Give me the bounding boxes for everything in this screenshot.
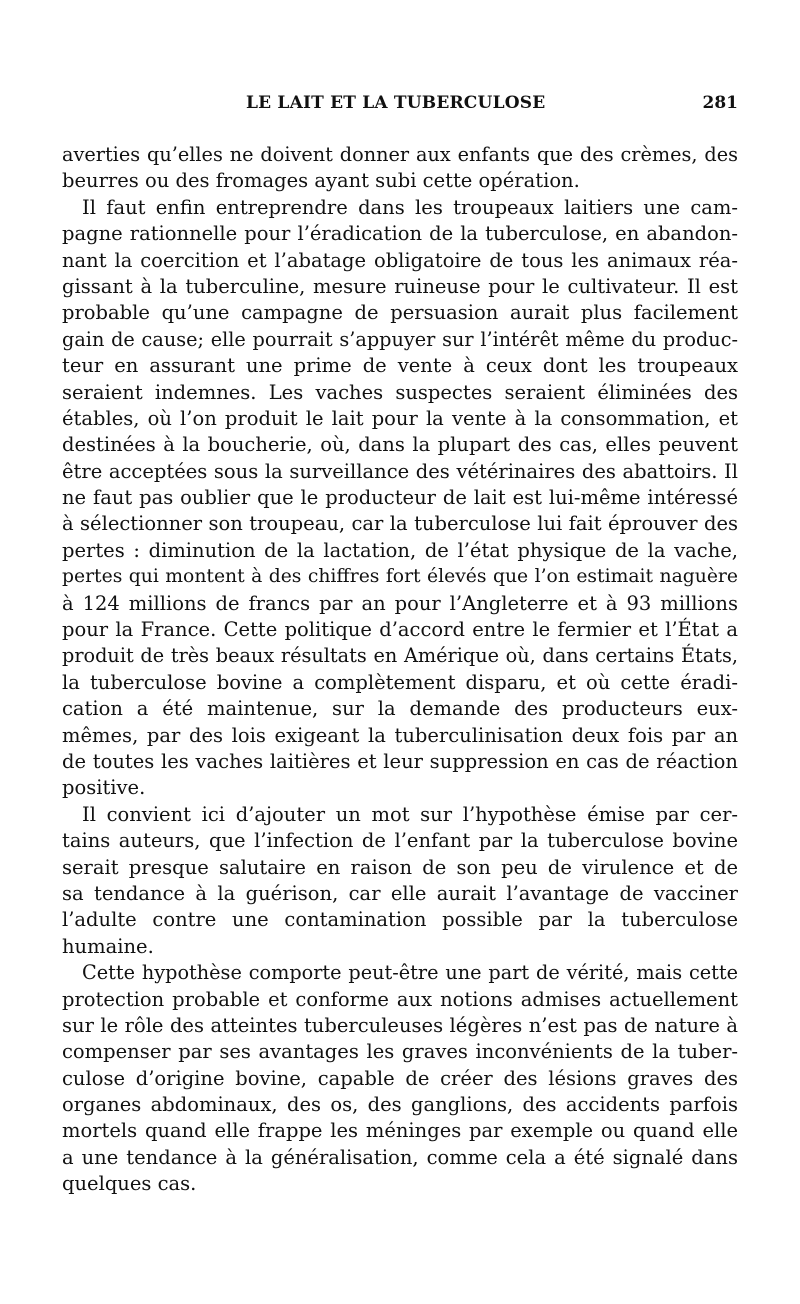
running-title: LE LAIT ET LA TUBERCULOSE: [246, 93, 546, 113]
text-line: pour la France. Cette politique d’accord entre le fermier et l’État a: [62, 618, 738, 642]
text-line: destinées à la boucherie, où, dans la plupart des cas, elles peuvent: [62, 433, 738, 457]
body-text: [62, 142, 738, 1198]
text-line: seraient indemnes. Les vaches suspectes seraient éliminées des: [62, 380, 738, 404]
text-line: produit de très beaux résultats en Amérique où, dans certains États,: [62, 644, 738, 668]
running-head: [62, 93, 738, 117]
text-line: être acceptées sous la surveillance des vétérinaires des abattoirs. Il: [62, 459, 738, 483]
text-line: pertes qui montent à des chiffres fort élevés que l’on estimait naguère: [62, 566, 738, 588]
text-line: teur en assurant une prime de vente à ceux dont les troupeaux: [62, 354, 738, 378]
text-line: serait presque salutaire en raison de son peu de virulence et de: [62, 855, 738, 879]
text-line: culose d’origine bovine, capable de créer des lésions graves des: [62, 1066, 738, 1090]
page-number: 281: [702, 93, 738, 113]
text-line: pagne rationnelle pour l’éradication de la tuberculose, en abandon-: [62, 222, 738, 246]
text-line: Cette hypothèse comporte peut-être une part de vérité, mais cette: [82, 961, 738, 985]
text-line: beurres ou des fromages ayant subi cette opération.: [62, 169, 580, 193]
text-line: pertes : diminution de la lactation, de l’état physique de la vache,: [62, 538, 738, 562]
text-line: averties qu’elles ne doivent donner aux enfants que des crèmes, des: [62, 143, 738, 166]
text-line: gain de cause; elle pourrait s’appuyer sur l’intérêt même du produc-: [62, 327, 738, 351]
text-line: a une tendance à la généralisation, comme cela a été signalé dans: [62, 1145, 738, 1169]
text-line: cation a été maintenue, sur la demande des producteurs eux-: [62, 697, 738, 721]
text-line: mortels quand elle frappe les méninges par exemple ou quand elle: [62, 1119, 738, 1143]
text-line: à sélectionner son troupeau, car la tuberculose lui fait éprouver des: [62, 512, 738, 536]
text-line: étables, où l’on produit le lait pour la vente à la consommation, et: [62, 406, 738, 430]
text-line: tains auteurs, que l’infection de l’enfant par la tuberculose bovine: [62, 829, 738, 853]
text-line: de toutes les vaches laitières et leur suppression en cas de réaction: [62, 749, 738, 773]
text-line: ne faut pas oublier que le producteur de lait est lui-même intéressé: [62, 486, 738, 510]
text-line: Il convient ici d’ajouter un mot sur l’hypothèse émise par cer-: [82, 802, 738, 826]
text-line: organes abdominaux, des os, des ganglions, des accidents parfois: [62, 1093, 738, 1117]
text-line: l’adulte contre une contamination possible par la tuberculose: [62, 908, 738, 932]
text-line: sur le rôle des atteintes tuberculeuses légères n’est pas de nature à: [62, 1013, 738, 1037]
text-line: Il faut enfin entreprendre dans les troupeaux laitiers une cam-: [82, 195, 738, 219]
text-line: gissant à la tuberculine, mesure ruineuse pour le cultivateur. Il est: [62, 274, 738, 298]
text-line: positive.: [62, 776, 146, 800]
text-line: humaine.: [62, 934, 154, 958]
text-line: nant la coercition et l’abatage obligatoire de tous les animaux réa-: [62, 248, 738, 272]
text-line: quelques cas.: [62, 1172, 197, 1196]
text-line: mêmes, par des lois exigeant la tuberculinisation deux fois par an: [62, 723, 738, 747]
text-line: probable qu’une campagne de persuasion aurait plus facilement: [62, 301, 738, 325]
text-line: à 124 millions de francs par an pour l’Angleterre et à 93 millions: [62, 591, 738, 615]
text-line: protection probable et conforme aux notions admises actuellement: [62, 987, 738, 1011]
text-line: compenser par ses avantages les graves inconvénients de la tuber-: [62, 1040, 738, 1064]
text-line: la tuberculose bovine a complètement disparu, et où cette éradi-: [62, 670, 738, 694]
text-line: sa tendance à la guérison, car elle aurait l’avantage de vacciner: [62, 881, 738, 905]
